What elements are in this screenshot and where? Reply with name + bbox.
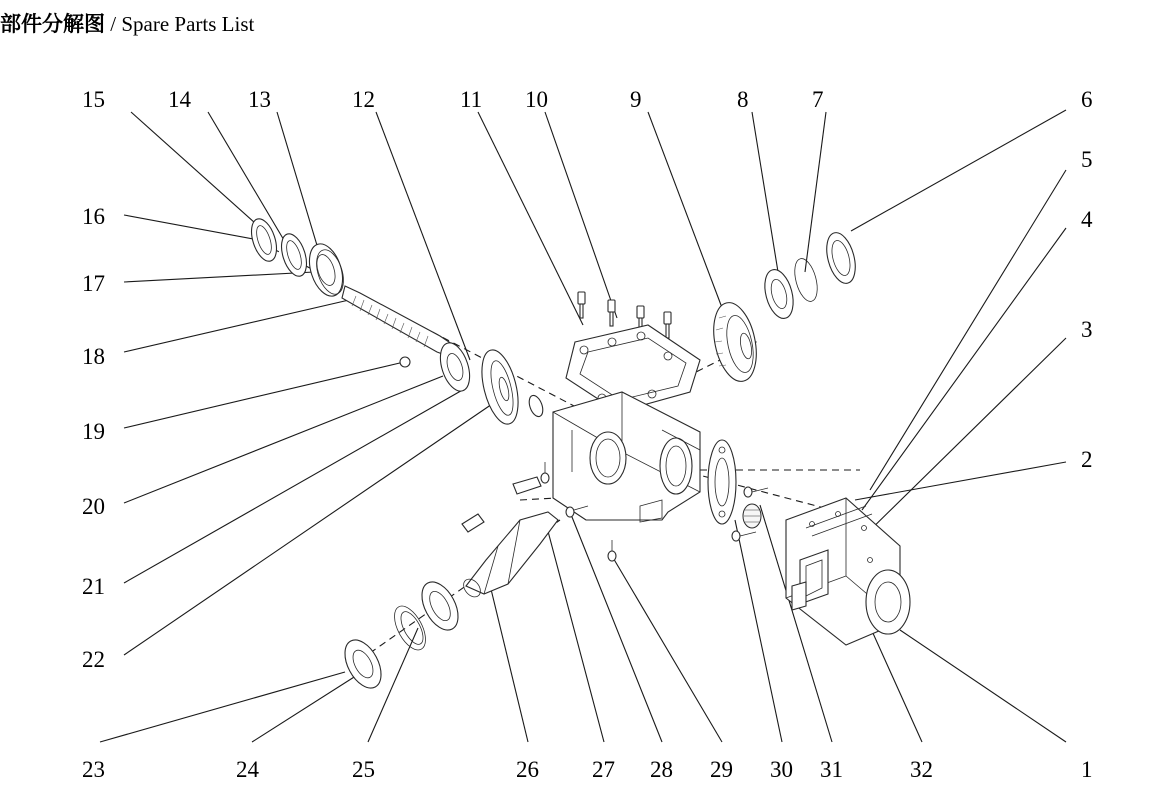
callout-10: 10	[525, 87, 548, 112]
callout-21: 21	[82, 574, 105, 599]
callout-20: 20	[82, 494, 105, 519]
callout-19: 19	[82, 419, 105, 444]
part-worm-wheel	[475, 346, 524, 427]
part-coupling	[743, 504, 761, 528]
callout-32: 32	[910, 757, 933, 782]
part-dowel-pin-upper	[400, 357, 410, 367]
callout-11: 11	[460, 87, 483, 112]
callout-15: 15	[82, 87, 105, 112]
callout-29: 29	[710, 757, 733, 782]
page-title-english: Spare Parts List	[121, 12, 255, 36]
page-title-separator: /	[105, 12, 122, 36]
callout-18: 18	[82, 344, 105, 369]
callout-7: 7	[812, 87, 824, 112]
callout-30: 30	[770, 757, 793, 782]
callout-14: 14	[168, 87, 191, 112]
callout-16: 16	[82, 204, 105, 229]
callout-8: 8	[737, 87, 749, 112]
callout-3: 3	[1081, 317, 1093, 342]
part-group-input-seals	[247, 216, 349, 301]
callout-27: 27	[592, 757, 615, 782]
callout-17: 17	[82, 271, 105, 296]
callout-4: 4	[1081, 207, 1093, 232]
part-key-output	[513, 477, 541, 494]
part-motor-flange	[708, 440, 736, 524]
part-small-washer	[527, 394, 546, 419]
callout-9: 9	[630, 87, 642, 112]
callout-5: 5	[1081, 147, 1093, 172]
callout-1: 1	[1081, 757, 1093, 782]
callout-25: 25	[352, 757, 375, 782]
part-bearing-output	[415, 576, 466, 636]
part-key-small	[462, 514, 484, 532]
callout-31: 31	[820, 757, 843, 782]
callout-26: 26	[516, 757, 539, 782]
callout-24: 24	[236, 757, 259, 782]
callout-28: 28	[650, 757, 673, 782]
part-gearbox-housing	[553, 392, 700, 522]
callout-22: 22	[82, 647, 105, 672]
callout-23: 23	[82, 757, 105, 782]
callout-2: 2	[1081, 447, 1093, 472]
part-electric-motor	[786, 498, 910, 645]
callout-6: 6	[1081, 87, 1093, 112]
callout-12: 12	[352, 87, 375, 112]
page-title-chinese: 部件分解图	[0, 12, 105, 36]
part-group-output-upper	[707, 230, 860, 386]
part-worm-shaft	[342, 286, 452, 356]
callout-13: 13	[248, 87, 271, 112]
part-seal-ring-lower	[338, 634, 389, 694]
